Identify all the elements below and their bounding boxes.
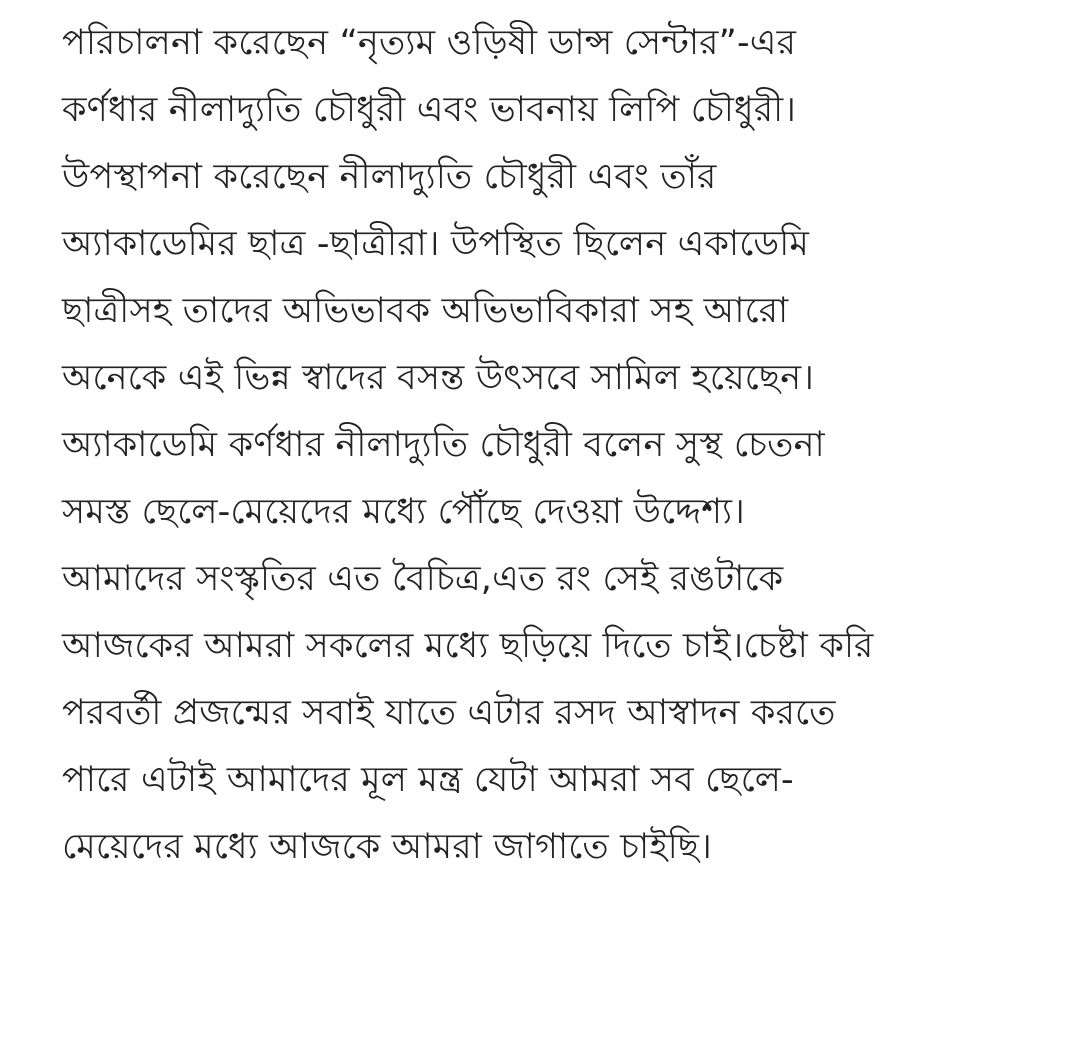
text-line: আমাদের সংস্কৃতির এত বৈচিত্র,এত রং সেই রঙটাকে bbox=[62, 559, 784, 599]
text-line: পরবর্তী প্রজন্মের সবাই যাতে এটার রসদ আস্বাদন করতে bbox=[62, 693, 836, 733]
text-line: সমস্ত ছেলে-মেয়েদের মধ্যে পৌঁছে দেওয়া উদ্দেশ্য। bbox=[62, 492, 745, 532]
text-line: আজকের আমরা সকলের মধ্যে ছড়িয়ে দিতে চাই।চেষ্টা করি bbox=[62, 626, 874, 666]
text-line: কর্ণধার নীলাদ্যুতি চৌধুরী এবং ভাবনায় লিপি চৌধুরী। bbox=[62, 90, 797, 130]
text-line: ছাত্রীসহ তাদের অভিভাবক অভিভাবিকারা সহ আরো bbox=[62, 291, 789, 331]
text-line: পরিচালনা করেছেন “নৃত্যম ওড়িষী ডান্স সেন্টার”-এর bbox=[62, 23, 797, 63]
text-line: উপস্থাপনা করেছেন নীলাদ্যুতি চৌধুরী এবং তাঁর bbox=[62, 157, 717, 197]
text-line: অ্যাকাডেমির ছাত্র -ছাত্রীরা। উপস্থিত ছিলেন একাডেমি bbox=[62, 224, 809, 264]
text-line: অ্যাকাডেমি কর্ণধার নীলাদ্যুতি চৌধুরী বলেন সুস্থ চেতনা bbox=[62, 425, 825, 465]
text-line: পারে এটাই আমাদের মূল মন্ত্র যেটা আমরা সব ছেলে- bbox=[62, 760, 794, 800]
article-body bbox=[62, 12, 1062, 883]
text-line: মেয়েদের মধ্যে আজকে আমরা জাগাতে চাইছি। bbox=[62, 827, 712, 867]
text-line: অনেকে এই ভিন্ন স্বাদের বসন্ত উৎসবে সামিল হয়েছেন। bbox=[62, 358, 815, 398]
